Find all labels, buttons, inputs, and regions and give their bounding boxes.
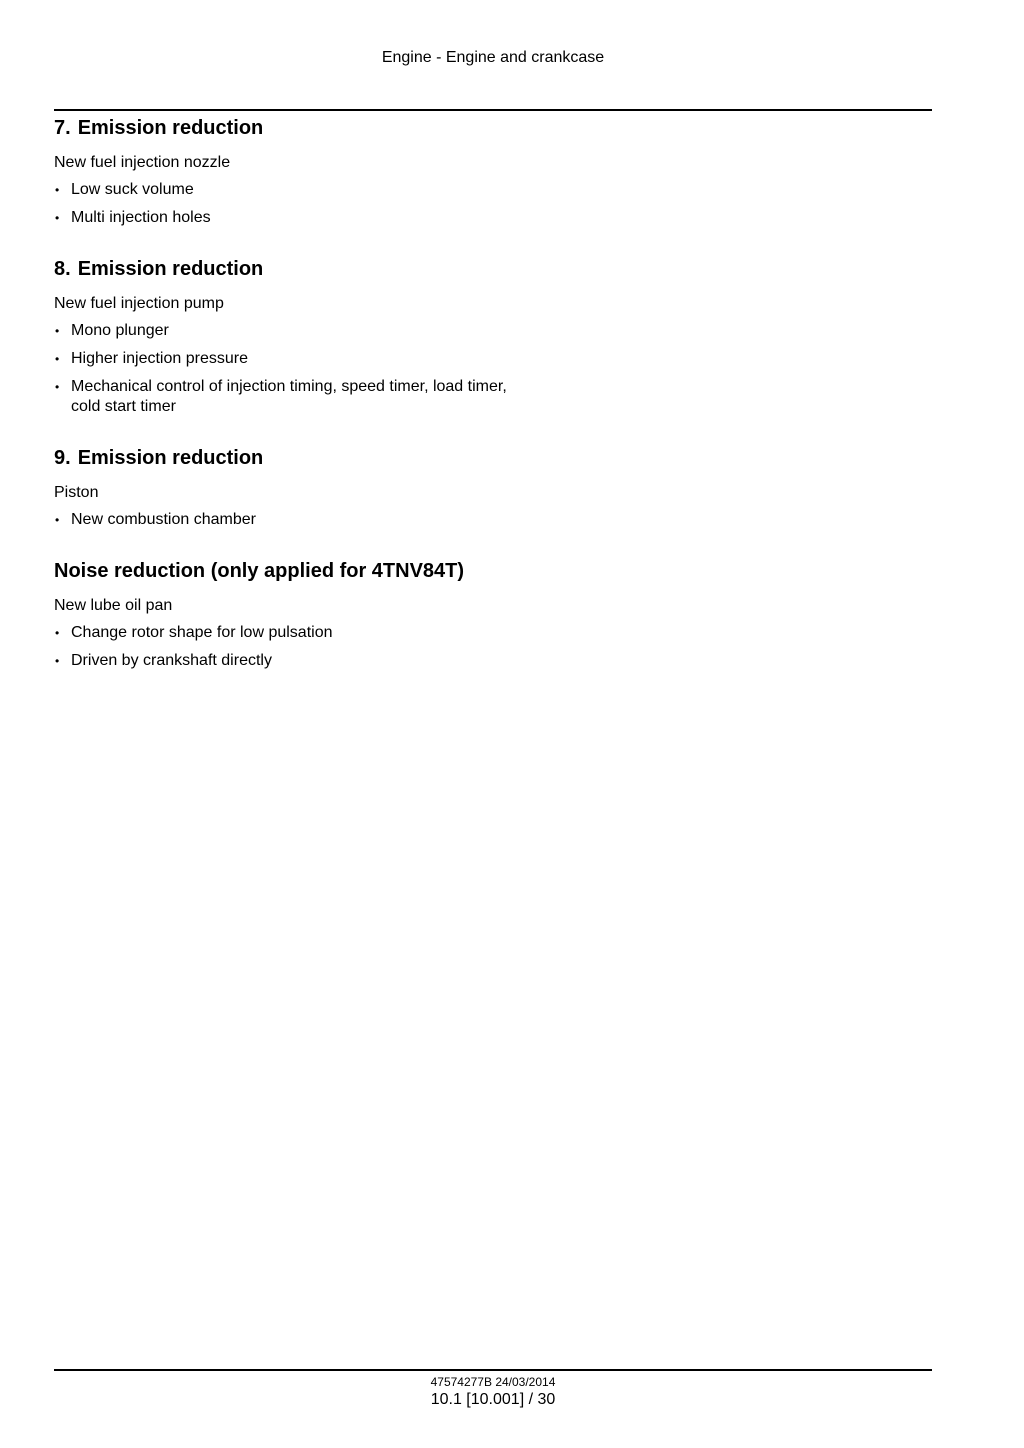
section-heading <box>54 114 524 142</box>
document-body <box>54 114 524 671</box>
list-item-text: Mechanical control of injection timing, speed timer, load timer, cold start timer <box>71 378 507 415</box>
document-id: 47574277B 24/03/2014 <box>430 1375 556 1389</box>
bullet-list <box>54 623 524 671</box>
list-item <box>54 208 524 228</box>
section-title: Emission reduction <box>77 258 264 280</box>
section-heading <box>54 255 524 283</box>
bullet-icon: • <box>55 352 60 366</box>
section-noise-reduction <box>54 557 524 671</box>
footer-divider <box>54 1369 932 1371</box>
bullet-list <box>54 510 524 530</box>
list-item <box>54 510 524 530</box>
section-number: 9. <box>54 447 71 469</box>
section-intro: New fuel injection pump <box>54 295 224 312</box>
bullet-icon: • <box>55 654 60 668</box>
bullet-icon: • <box>55 211 60 225</box>
bullet-list <box>54 180 524 228</box>
header-divider <box>54 109 932 111</box>
section-title: Emission reduction <box>77 447 264 469</box>
bullet-list <box>54 321 524 417</box>
page-number: 10.1 [10.001] / 30 <box>430 1391 556 1408</box>
section-number: 7. <box>54 117 71 139</box>
list-item-text: Change rotor shape for low pulsation <box>71 624 333 641</box>
section-heading <box>54 557 524 585</box>
section-intro: New fuel injection nozzle <box>54 154 231 171</box>
section-intro: New lube oil pan <box>54 597 173 614</box>
bullet-icon: • <box>55 183 60 197</box>
bullet-icon: • <box>55 626 60 640</box>
list-item-text: Higher injection pressure <box>71 350 248 367</box>
section-8 <box>54 255 524 417</box>
list-item-text: Multi injection holes <box>71 209 211 226</box>
list-item <box>54 321 524 341</box>
bullet-icon: • <box>55 513 60 527</box>
section-number: 8. <box>54 258 71 280</box>
list-item <box>54 349 524 369</box>
bullet-icon: • <box>55 380 60 394</box>
list-item-text: Driven by crankshaft directly <box>71 652 272 669</box>
list-item <box>54 651 524 671</box>
bullet-icon: • <box>55 324 60 338</box>
section-title: Emission reduction <box>77 117 264 139</box>
list-item-text: Low suck volume <box>71 181 194 198</box>
page-header: Engine - Engine and crankcase <box>381 49 605 66</box>
section-intro: Piston <box>54 484 99 501</box>
page-footer <box>0 1374 986 1410</box>
list-item-text: New combustion chamber <box>71 511 256 528</box>
list-item <box>54 180 524 200</box>
section-9 <box>54 444 524 530</box>
section-title: Noise reduction (only applied for 4TNV84T) <box>54 560 465 582</box>
list-item <box>54 623 524 643</box>
list-item-text: Mono plunger <box>71 322 169 339</box>
section-heading <box>54 444 524 472</box>
section-7 <box>54 114 524 228</box>
list-item <box>54 377 524 417</box>
